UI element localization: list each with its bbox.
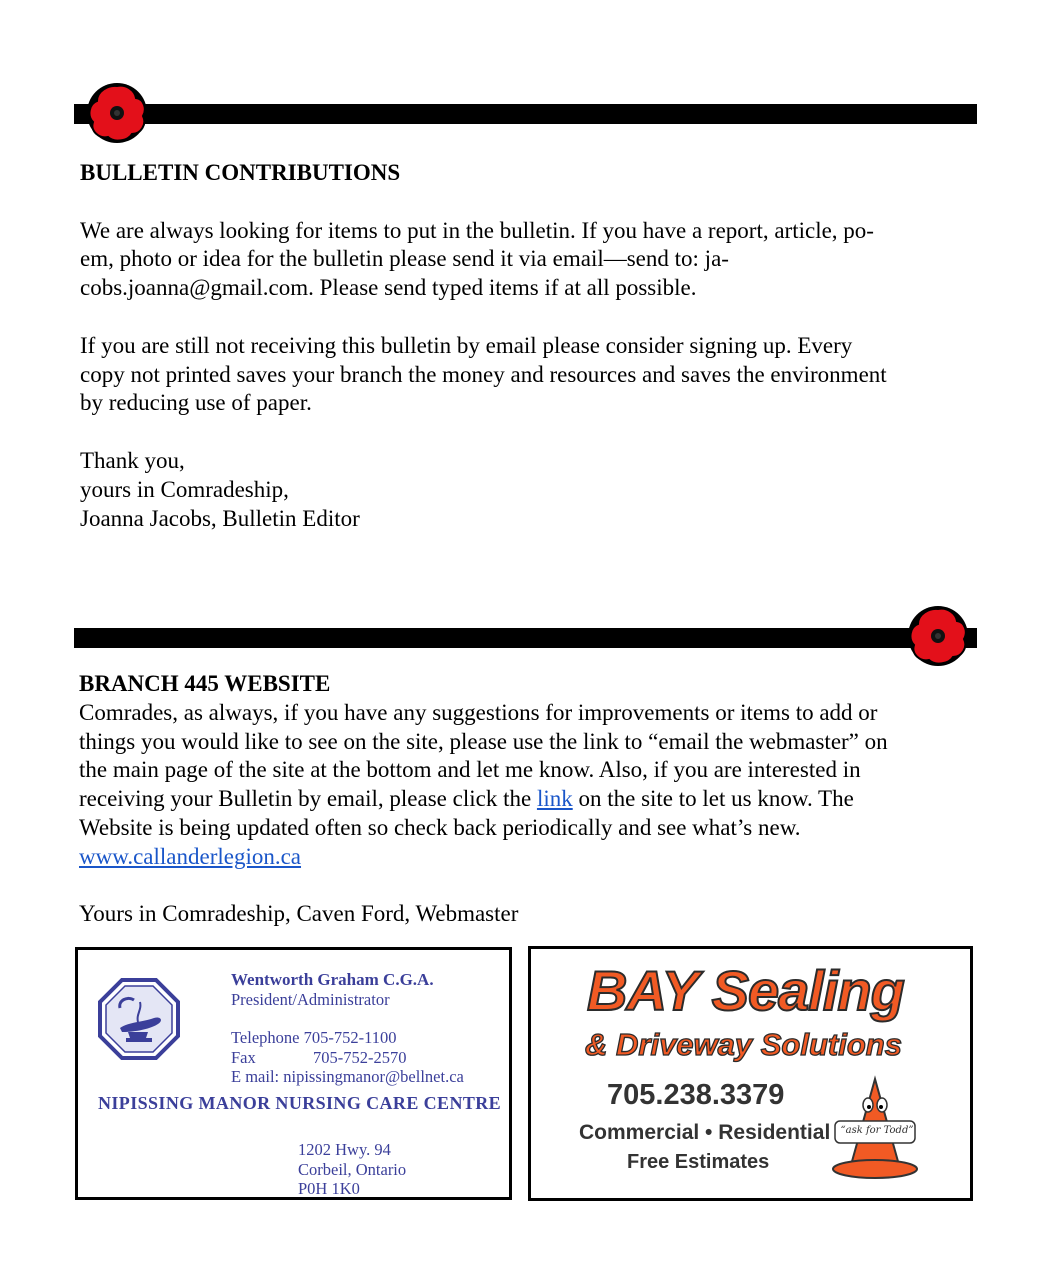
poppy-icon xyxy=(84,80,150,146)
website-paragraph-line: Comrades, as always, if you have any suggestions for improvements or items to add or xyxy=(79,699,878,725)
website-paragraph-line: things you would like to see on the site, please use the link to “email the webmaster” on xyxy=(79,728,888,754)
signup-link[interactable]: link xyxy=(536,786,573,812)
contact-name: Wentworth Graham C.G.A. xyxy=(231,970,434,989)
bay-sealing-logo-title: BAY Sealing xyxy=(587,959,904,1022)
closing-line: yours in Comradeship, xyxy=(80,476,289,502)
telephone-number: Telephone 705-752-1100 xyxy=(231,1028,397,1047)
line-text: on the site to let us know. The xyxy=(572,786,854,812)
website-url-link[interactable]: www.callanderlegion.ca xyxy=(79,843,302,869)
website-section xyxy=(79,670,969,929)
website-paragraph-line xyxy=(79,785,969,814)
bulletin-paragraph-line: If you are still not receiving this bulletin by email please consider signing up. Every xyxy=(80,332,853,358)
contact-title: President/Administrator xyxy=(231,989,390,1009)
cone-sign-text: “ask for Todd” xyxy=(840,1125,914,1136)
address-line: Corbeil, Ontario xyxy=(298,1159,407,1179)
poppy-icon xyxy=(905,603,971,669)
lamp-logo-icon xyxy=(98,978,180,1060)
bulletin-paragraph-line: by reducing use of paper. xyxy=(80,390,312,416)
fax-line xyxy=(231,1048,464,1068)
bay-services: Commercial • Residential xyxy=(579,1121,831,1144)
fax-number: 705-752-2570 xyxy=(313,1047,407,1067)
fax-label: Fax xyxy=(231,1047,256,1067)
address-line: P0H 1K0 xyxy=(298,1179,360,1198)
section-divider-top xyxy=(74,104,977,124)
bulletin-paragraph-line: We are always looking for items to put in the bulletin. If you have a report, article, po- xyxy=(80,217,874,243)
care-centre-name: NIPISSING MANOR NURSING CARE CENTRE xyxy=(98,1093,502,1113)
bulletin-heading: BULLETIN CONTRIBUTIONS xyxy=(80,160,401,185)
website-paragraph-line: Website is being updated often so check back periodically and see what’s new. xyxy=(79,814,801,840)
bulletin-paragraph-line: cobs.joanna@gmail.com. Please send typed items if at all possible. xyxy=(80,275,697,301)
bay-sealing-ad xyxy=(528,946,973,1201)
bay-sealing-logo-subtitle: & Driveway Solutions xyxy=(585,1027,902,1062)
bulletin-paragraph-line: copy not printed saves your branch the money and resources and saves the environment xyxy=(80,361,887,387)
editor-signature: Joanna Jacobs, Bulletin Editor xyxy=(80,505,360,531)
line-text: receiving your Bulletin by email, please click the xyxy=(79,786,537,812)
bulletin-section xyxy=(80,159,970,533)
website-heading: BRANCH 445 WEBSITE xyxy=(79,671,331,696)
section-divider-middle xyxy=(74,628,977,648)
nipissing-manor-ad xyxy=(75,947,512,1200)
bay-free-estimates: Free Estimates xyxy=(627,1151,770,1173)
email-address: E mail: nipissingmanor@bellnet.ca xyxy=(231,1067,464,1086)
address-line: 1202 Hwy. 94 xyxy=(298,1140,391,1159)
bay-phone-number: 705.238.3379 xyxy=(607,1079,785,1111)
bulletin-paragraph-line: em, photo or idea for the bulletin please send it via email—send to: ja- xyxy=(80,246,729,272)
website-paragraph-line: the main page of the site at the bottom and let me know. Also, if you are interested in xyxy=(79,757,861,783)
webmaster-signoff: Yours in Comradeship, Caven Ford, Webmaster xyxy=(79,901,519,927)
closing-line: Thank you, xyxy=(80,447,185,473)
